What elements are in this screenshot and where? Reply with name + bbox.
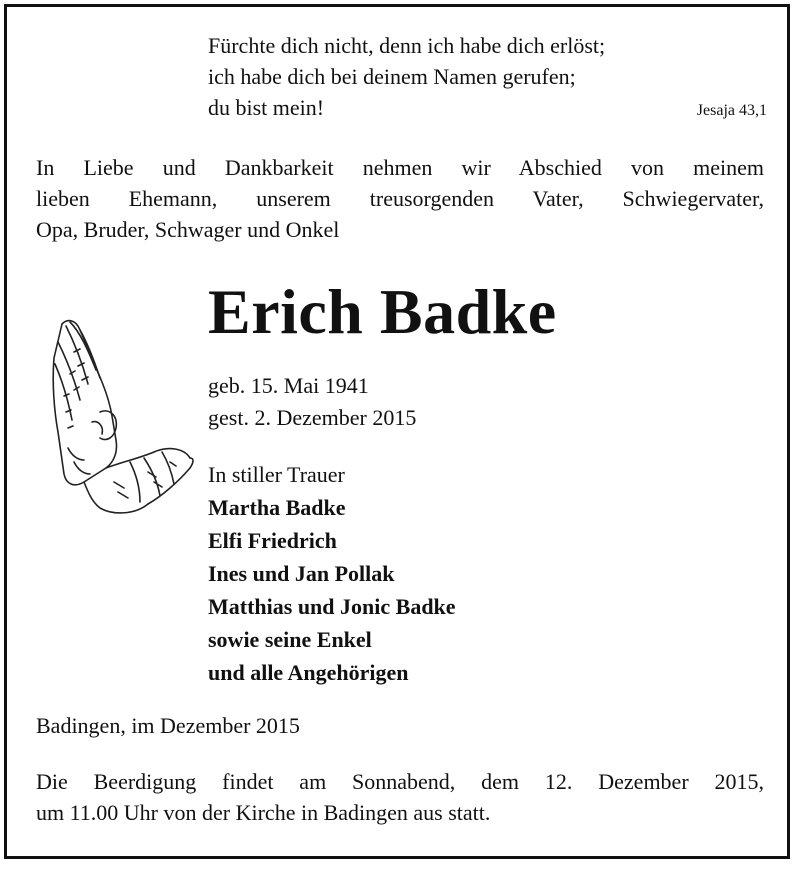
mourner-name: sowie seine Enkel (208, 627, 372, 652)
mourner-name: und alle Angehörigen (208, 660, 409, 685)
intro-line-1: In Liebe und Dankbarkeit nehmen wir Abschied von meinem (36, 155, 764, 180)
birth-date: geb. 15. Mai 1941 (208, 373, 369, 398)
intro-text (36, 152, 764, 245)
life-dates (208, 370, 416, 434)
mourner-name: Elfi Friedrich (208, 528, 337, 553)
praying-hands-icon (44, 312, 194, 522)
intro-line-2: lieben Ehemann, unserem treusorgenden Vater, Schwiegervater, (36, 186, 764, 211)
funeral-info (36, 766, 764, 828)
mourners-list (208, 458, 456, 689)
verse-line-3: du bist mein! (208, 95, 325, 120)
funeral-line-2: um 11.00 Uhr von der Kirche in Badingen aus statt. (36, 800, 491, 825)
mourner-name: Matthias und Jonic Badke (208, 594, 456, 619)
intro-line-3: Opa, Bruder, Schwager und Onkel (36, 217, 340, 242)
deceased-name: Erich Badke (208, 276, 557, 347)
verse-line-1: Fürchte dich nicht, denn ich habe dich erlöst; (208, 33, 606, 58)
mourner-name: Ines und Jan Pollak (208, 561, 395, 586)
bible-verse (208, 30, 605, 123)
place-date: Badingen, im Dezember 2015 (36, 713, 300, 738)
verse-reference: Jesaja 43,1 (696, 102, 767, 119)
death-date: gest. 2. Dezember 2015 (208, 405, 417, 430)
funeral-line-1: Die Beerdigung findet am Sonnabend, dem 12. Dezember 2015, (36, 769, 764, 794)
mourner-name: Martha Badke (208, 495, 346, 520)
mourning-heading: In stiller Trauer (208, 462, 345, 487)
verse-line-2: ich habe dich bei deinem Namen gerufen; (208, 64, 576, 89)
